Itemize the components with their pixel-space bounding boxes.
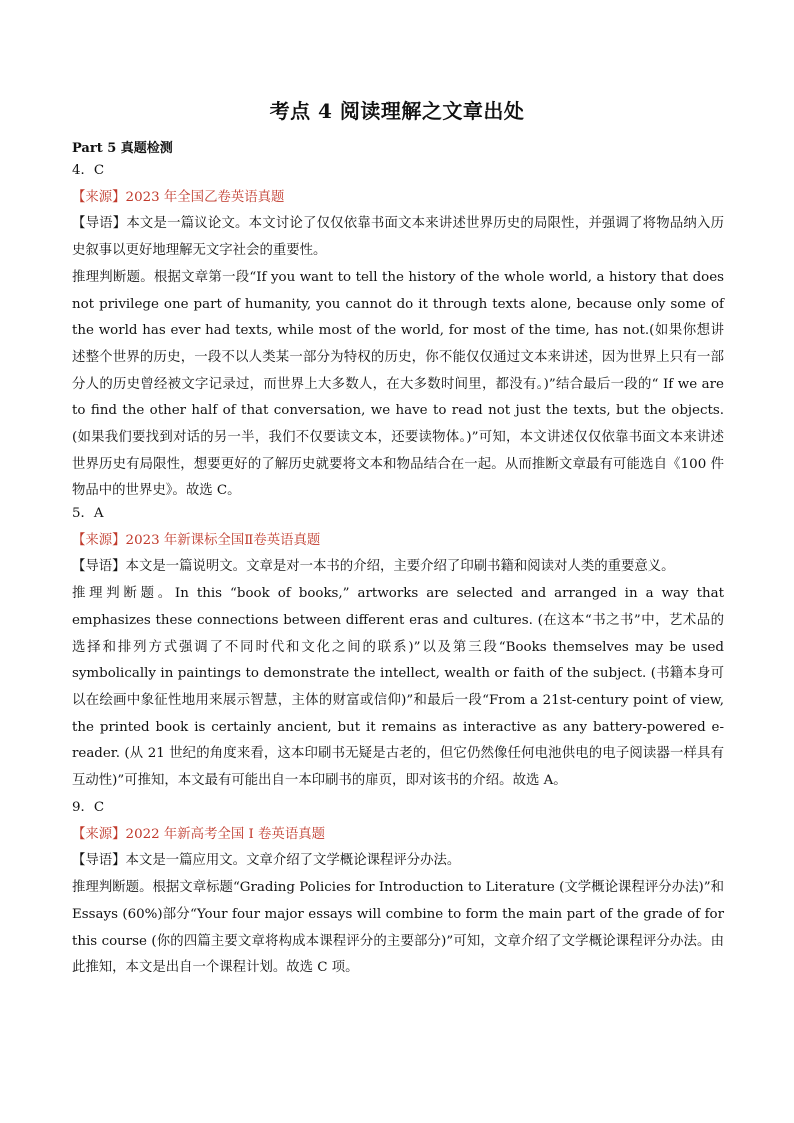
question-guide: 【导语】本文是一篇议论文。本文讨论了仅仅依靠书面文本来讲述世界历史的局限性，并强调了将物品纳入历史叙事以更好地理解无文字社会的重要性。 [72, 216, 724, 259]
page-title: 考点 4 阅读理解之文章出处 [269, 99, 525, 123]
question-analysis: 推理判断题。根据文章标题“Grading Policies for Introduction to Literature (文学概论课程评分办法)”和 Essays (60%)部分“Your four major essays will combine to form the main part of the grade of for this course (你的四篇主要文章将构成本课程评分的主要部分)”可知，文章介绍了文学概论课程评分办法。由此推知，本文是出自一个课程计划。故选 C 项。 [72, 880, 724, 976]
question-block [72, 501, 724, 795]
part-heading: Part 5 真题检测 [72, 141, 173, 156]
question-analysis: 推理判断题。根据文章第一段“If you want to tell the history of the whole world, a history that does not privilege one part of humanity, you cannot do it through texts alone, because only some of the world has ever had texts, while most of the world, for most of the time, has not.(如果你想讲述整个世界的历史，一段不以人类某一部分为特权的历史，你不能仅仅通过文本来讲述，因为世界上只有一部分人的历史曾经被文字记录过，而世界上大多数人，在大多数时间里，都没有。)”结合最后一段的“ If we are to find the other half of that conversation, we have to read not just the texts, but the objects. (如果我们要找到对话的另一半，我们不仅要读文本，还要读物体。)”可知，本文讲述仅仅依靠书面文本来讲述世界历史有局限性，想要更好的了解历史就要将文本和物品结合在一起。从而推断文章最有可能选自《100 件物品中的世界史》。故选 C。 [72, 269, 724, 499]
question-block [72, 795, 724, 982]
question-number: 5．A [72, 506, 104, 521]
question-number: 9．C [72, 800, 105, 815]
question-source: 【来源】2022 年新高考全国 I 卷英语真题 [72, 826, 325, 842]
question-source: 【来源】2023 年全国乙卷英语真题 [72, 189, 285, 205]
question-analysis: 推理判断题。In this “book of books,” artworks are selected and arranged in a way that emphasizes these connections between different eras and cultures. (在这本“书之书”中，艺术品的选择和排列方式强调了不同时代和文化之间的联系)”以及第三段“Books themselves may be used symbolically in paintings to demonstrate the intellect, wealth or faith of the subject. (书籍本身可以在绘画中象征性地用来展示智慧，主体的财富或信仰)”和最后一段“From a 21st-century point of view, the printed book is certainly ancient, but it remains as interactive as any battery-powered e-reader. (从 21 世纪的角度来看，这本印刷书无疑是古老的，但它仍然像任何电池供电的电子阅读器一样具有互动性)”可推知，本文最有可能出自一本印刷书的扉页，即对该书的介绍。故选 A。 [72, 586, 724, 789]
question-source: 【来源】2023 年新课标全国Ⅱ卷英语真题 [72, 532, 321, 548]
question-number: 4．C [72, 163, 105, 178]
question-guide: 【导语】本文是一篇应用文。文章介绍了文学概论课程评分办法。 [72, 853, 461, 869]
question-guide: 【导语】本文是一篇说明文。文章是对一本书的介绍，主要介绍了印刷书籍和阅读对人类的重要意义。 [72, 559, 675, 575]
question-block [72, 158, 724, 505]
